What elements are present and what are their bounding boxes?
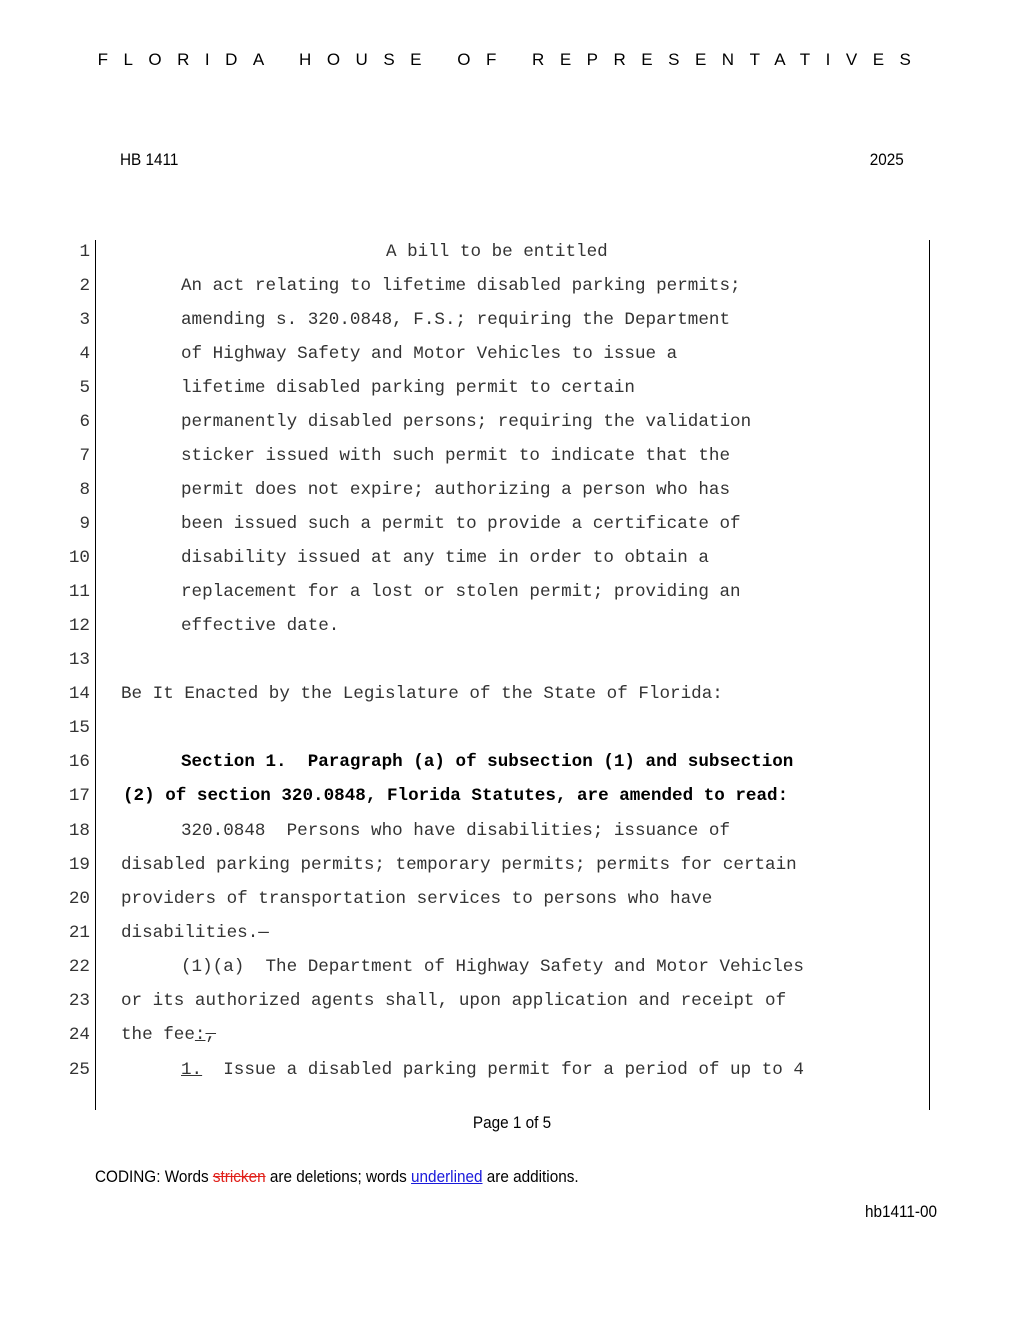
bill-line	[0, 269, 1024, 303]
bill-line	[0, 575, 1024, 609]
line-number: 17	[68, 786, 90, 806]
section-heading-text: Section 1. Paragraph (a) of subsection (1) and subsection	[181, 752, 794, 772]
page-number: Page 1 of 5	[472, 1113, 552, 1132]
line-text: disabilities.—	[121, 923, 269, 943]
added-text: :	[194, 1025, 206, 1045]
coding-stricken-example: stricken	[212, 1167, 266, 1186]
line-text: providers of transportation services to persons who have	[121, 889, 713, 909]
bill-line	[0, 439, 1024, 473]
bill-line	[0, 882, 1024, 916]
bill-line	[0, 609, 1024, 643]
line-number: 21	[68, 923, 90, 943]
line-number: 9	[79, 514, 90, 534]
line-text: disability issued at any time in order to obtain a	[181, 548, 709, 568]
bill-line	[0, 235, 1024, 269]
line-number: 7	[79, 446, 90, 466]
bill-line	[0, 405, 1024, 439]
line-number: 4	[79, 344, 90, 364]
bill-line	[0, 814, 1024, 848]
bill-line	[0, 1018, 1024, 1052]
line-number: 25	[68, 1060, 90, 1080]
line-text: A bill to be entitled	[386, 242, 608, 262]
deleted-text: ,	[205, 1025, 217, 1045]
bill-line	[0, 541, 1024, 575]
line-text: replacement for a lost or stolen permit; providing an	[181, 582, 741, 602]
line-text: sticker issued with such permit to indicate that the	[181, 446, 731, 466]
line-text: disabled parking permits; temporary permits; permits for certain	[121, 855, 797, 875]
bill-line	[0, 371, 1024, 405]
line-text: or its authorized agents shall, upon application and receipt of	[121, 991, 787, 1011]
line-number: 13	[68, 650, 90, 670]
bill-line	[0, 337, 1024, 371]
line-text: permanently disabled persons; requiring the validation	[181, 412, 752, 432]
bill-number: HB 1411	[120, 150, 179, 169]
line-number: 22	[68, 957, 90, 977]
bill-line	[0, 677, 1024, 711]
line-text: (1)(a) The Department of Highway Safety and Motor Vehicles	[181, 957, 804, 977]
section-heading-text: (2) of section 320.0848, Florida Statutes, are amended to read:	[123, 786, 789, 806]
line-number: 20	[68, 889, 90, 909]
line-text: Be It Enacted by the Legislature of the State of Florida:	[121, 684, 723, 704]
line-text: 320.0848 Persons who have disabilities; issuance of	[181, 821, 731, 841]
line-number: 18	[68, 821, 90, 841]
line-number: 16	[68, 752, 90, 772]
line-text: of Highway Safety and Motor Vehicles to issue a	[181, 344, 678, 364]
bill-line	[0, 984, 1024, 1018]
line-text: permit does not expire; authorizing a person who has	[181, 480, 731, 500]
bill-line	[0, 507, 1024, 541]
coding-middle: are deletions; words	[265, 1167, 412, 1186]
line-number: 6	[79, 412, 90, 432]
line-text: been issued such a permit to provide a certificate of	[181, 514, 741, 534]
line-number: 1	[79, 242, 90, 262]
line-text: lifetime disabled parking permit to certain	[181, 378, 635, 398]
coding-prefix: CODING: Words	[95, 1167, 213, 1186]
line-text: An act relating to lifetime disabled parking permits;	[181, 276, 741, 296]
line-number: 12	[68, 616, 90, 636]
chamber-masthead: FLORIDA HOUSE OF REPRESENTATIVES	[97, 50, 927, 69]
line-text: amending s. 320.0848, F.S.; requiring the Department	[181, 310, 731, 330]
line-number: 23	[68, 991, 90, 1011]
coding-suffix: are additions.	[482, 1167, 579, 1186]
line-number: 2	[79, 276, 90, 296]
line-text	[121, 1018, 216, 1052]
added-text: 1.	[181, 1060, 203, 1080]
bill-line	[0, 643, 1024, 677]
bill-line	[0, 950, 1024, 984]
document-id: hb1411-00	[864, 1202, 937, 1221]
line-number: 3	[79, 310, 90, 330]
line-text: effective date.	[181, 616, 340, 636]
bill-line	[0, 303, 1024, 337]
line-number: 19	[68, 855, 90, 875]
line-number: 5	[79, 378, 90, 398]
bill-line	[0, 848, 1024, 882]
line-number: 15	[68, 718, 90, 738]
line-number: 11	[68, 582, 90, 602]
session-year: 2025	[869, 150, 904, 169]
line-number: 10	[68, 548, 90, 568]
bill-line	[0, 711, 1024, 745]
bill-line	[0, 779, 1024, 813]
line-text	[181, 1053, 804, 1087]
bill-line	[0, 473, 1024, 507]
coding-underlined-example: underlined	[411, 1167, 483, 1186]
line-text-after: Issue a disabled parking permit for a period of up to 4	[202, 1060, 804, 1080]
line-number: 24	[68, 1025, 90, 1045]
bill-line	[0, 916, 1024, 950]
line-number: 14	[68, 684, 90, 704]
bill-line	[0, 1053, 1024, 1087]
line-number: 8	[79, 480, 90, 500]
coding-legend	[95, 1167, 579, 1187]
bill-line	[0, 745, 1024, 779]
line-text-before: the fee	[121, 1025, 195, 1045]
